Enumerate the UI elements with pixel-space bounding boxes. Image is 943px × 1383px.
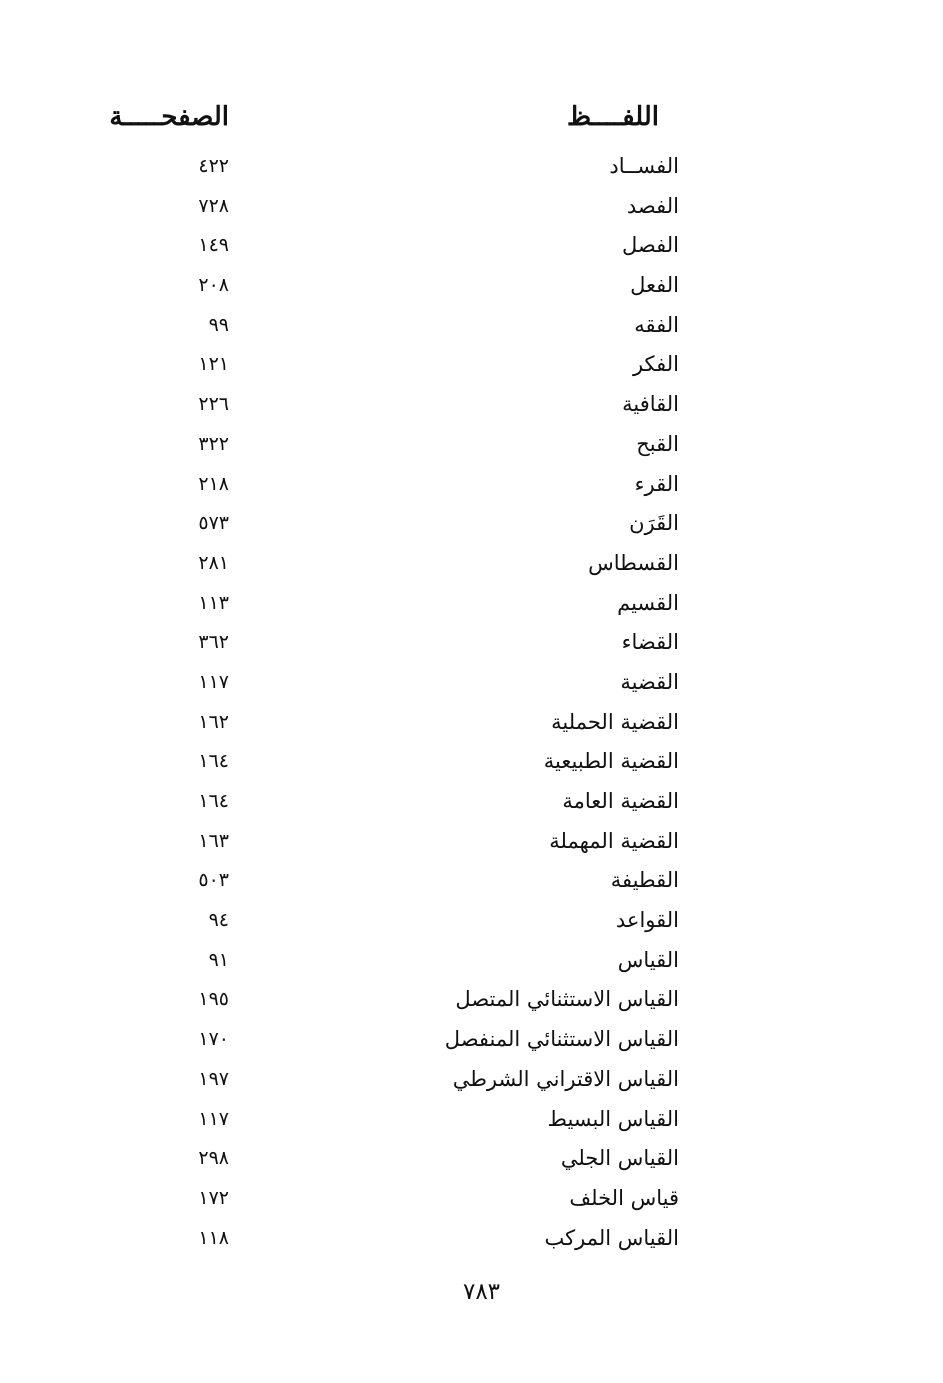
page-cell: ٤٢٢ (198, 155, 229, 177)
term-cell: القضية (620, 669, 679, 694)
page-column-header: الصفحـــــة (109, 102, 229, 132)
term-cell: القَرَن (629, 511, 679, 536)
term-cell: الفصل (622, 233, 679, 258)
table-row (0, 1178, 943, 1218)
page-cell: ١١٧ (198, 1107, 229, 1130)
page-cell: ١٩٥ (198, 988, 229, 1011)
term-cell: القياس الاقتراني الشرطي (452, 1066, 679, 1091)
table-row (0, 384, 943, 424)
term-cell: القافية (622, 392, 679, 417)
term-cell: القسطاس (588, 550, 679, 575)
table-row (0, 860, 943, 900)
index-table (0, 146, 943, 1257)
table-row (0, 1099, 943, 1139)
table-row (0, 305, 943, 345)
page-cell: ٥٠٣ (198, 869, 229, 892)
term-cell: الفســاد (609, 154, 679, 178)
table-row (0, 900, 943, 940)
term-cell: القبح (636, 431, 679, 456)
term-cell: الفقه (634, 312, 679, 337)
term-cell: القسيم (617, 590, 679, 615)
page-cell: ١٦٢ (198, 710, 229, 733)
term-cell: الفعل (630, 273, 679, 298)
term-cell: القياس الاستثنائي المنفصل (444, 1027, 679, 1052)
page-cell: ٧٢٨ (198, 194, 229, 217)
term-cell: القطيفة (610, 868, 679, 893)
table-row (0, 741, 943, 781)
term-cell: القرء (634, 471, 679, 496)
page-cell: ٢١٨ (198, 472, 229, 495)
page-cell: ١٦٤ (198, 750, 229, 773)
table-row (0, 543, 943, 583)
page-cell: ١٩٧ (198, 1067, 229, 1090)
page-number: ٧٨٣ (462, 1279, 501, 1305)
page-cell: ٩٤ (208, 909, 229, 932)
term-cell: القياس الجلي (560, 1146, 679, 1171)
page-cell: ٢٩٨ (198, 1147, 229, 1170)
page-cell: ١٢١ (198, 353, 229, 376)
table-row (0, 979, 943, 1019)
page-cell: ١٦٣ (198, 829, 229, 852)
table-row (0, 225, 943, 265)
term-cell: قياس الخلف (569, 1185, 679, 1210)
page-cell: ١٦٤ (198, 790, 229, 812)
page-cell: ٢٢٦ (198, 393, 229, 416)
term-cell: القواعد (615, 908, 679, 933)
term-cell: القضاء (621, 630, 679, 655)
table-row (0, 781, 943, 821)
table-row (0, 1138, 943, 1178)
term-cell: القضية العامة (562, 789, 679, 813)
term-cell: القضية الطبيعية (543, 749, 679, 774)
page-cell: ٢٨١ (198, 551, 229, 574)
table-row (0, 1019, 943, 1059)
table-row (0, 424, 943, 464)
page-cell: ٣٢٢ (198, 432, 229, 455)
table-row (0, 940, 943, 980)
page-cell: ١١٨ (198, 1226, 229, 1249)
page-cell: ١٧٢ (198, 1186, 229, 1209)
table-row (0, 464, 943, 504)
term-cell: القياس (617, 947, 679, 972)
table-row (0, 821, 943, 861)
page-cell: ١٧٠ (198, 1028, 229, 1051)
page-cell: ١١٣ (198, 591, 229, 614)
page-cell: ٢٠٨ (198, 274, 229, 297)
term-cell: القياس الاستثنائي المتصل (455, 987, 679, 1012)
term-cell: الفكر (632, 352, 679, 377)
table-row (0, 265, 943, 305)
term-cell: القضية المهملة (549, 828, 679, 853)
term-cell: القضية الحملية (551, 709, 679, 734)
table-row (0, 622, 943, 662)
page-cell: ٩٩ (208, 313, 229, 336)
page-cell: ٩١ (208, 948, 229, 971)
table-row (0, 146, 943, 186)
page-cell: ٣٦٢ (198, 631, 229, 654)
page-cell: ١١٧ (198, 670, 229, 693)
table-row (0, 503, 943, 543)
table-row (0, 583, 943, 623)
table-row (0, 702, 943, 742)
page-cell: ١٤٩ (198, 234, 229, 257)
table-row (0, 186, 943, 226)
table-row (0, 1059, 943, 1099)
table-row (0, 344, 943, 384)
term-cell: الفصد (626, 193, 679, 218)
table-row (0, 662, 943, 702)
table-row (0, 1218, 943, 1258)
term-column-header: اللفــــظ (566, 102, 659, 132)
term-cell: القياس المركب (544, 1225, 679, 1250)
page-cell: ٥٧٣ (198, 512, 229, 535)
term-cell: القياس البسيط (547, 1106, 679, 1131)
